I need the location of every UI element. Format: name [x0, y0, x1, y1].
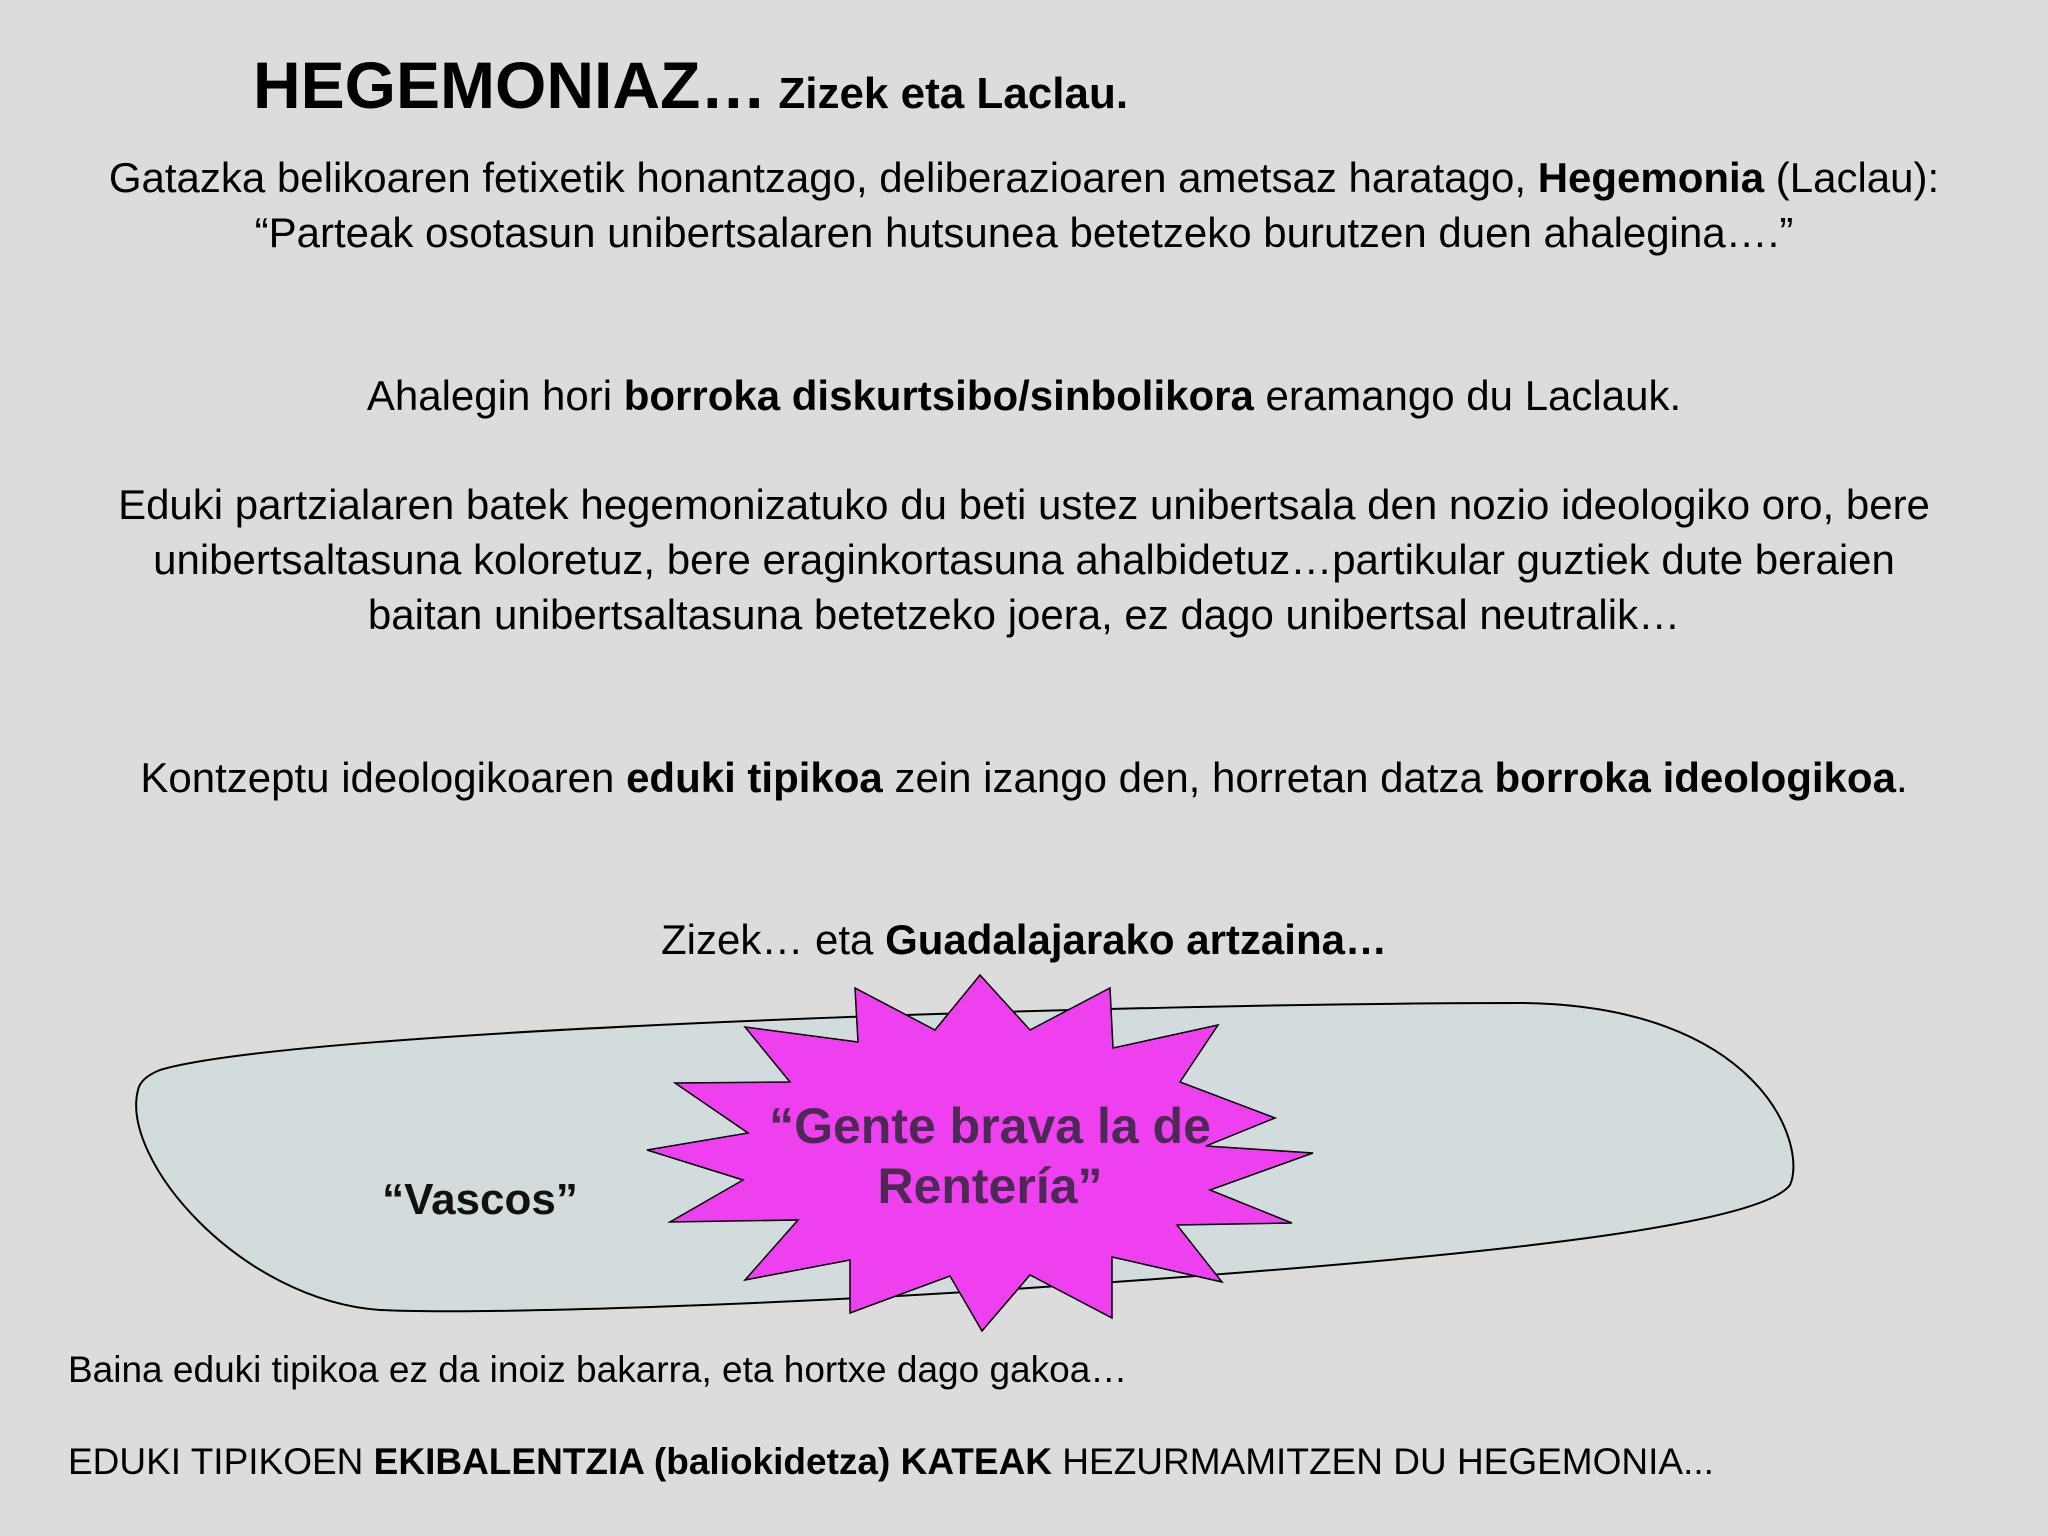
p4-bold-borroka-ideologikoa: borroka ideologikoa [1494, 754, 1896, 801]
p1-bold-hegemonia: Hegemonia [1537, 154, 1765, 201]
footer-line-ekibalentzia [68, 1440, 1714, 1484]
p2-bold-borroka: borroka diskurtsibo/sinbolikora [623, 372, 1254, 419]
paragraph-eduki-partziala: Eduki partzialaren batek hegemonizatuko du beti ustez unibertsala den nozio ideologiko oro, bere unibertsaltasuna koloretuz, bere eraginkortasuna ahalbidetuz…partikular guztiek dute beraien baitan unibertsaltasuna betetzeko joera, ez dago unibertsal neutralik… [118, 481, 1930, 638]
p1-text-before: Gatazka belikoaren fetixetik honantzago, deliberazioaren ametsaz haratago, [108, 154, 1538, 201]
p5-bold-guadalajara: Guadalajarako artzaina… [885, 916, 1387, 963]
p4-text-middle: zein izango den, horretan datza [882, 754, 1495, 801]
title-main: HEGEMONIAZ… [253, 48, 767, 122]
p2-text-after: eramango du Laclauk. [1253, 372, 1682, 419]
title-subtitle: Zizek eta Laclau. [778, 69, 1129, 118]
f2-text-after: HEZURMAMITZEN DU HEGEMONIA... [1052, 1441, 1714, 1482]
p4-text-before: Kontzeptu ideologikoaren [140, 754, 627, 801]
gente-brava-label: “Gente brava la de Rentería” [769, 1098, 1211, 1214]
p4-bold-eduki-tipikoa: eduki tipikoa [626, 754, 883, 801]
vascos-label: “Vascos” [382, 1175, 578, 1224]
f2-text-before: EDUKI TIPIKOEN [68, 1441, 374, 1482]
f2-bold-kateak: EKIBALENTZIA (baliokidetza) KATEAK [373, 1441, 1053, 1482]
footer-line-gakoa: Baina eduki tipikoa ez da inoiz bakarra, eta hortxe dago gakoa… [68, 1349, 1128, 1390]
p5-text-before: Zizek… eta [661, 916, 886, 963]
p2-text-before: Ahalegin hori [366, 372, 624, 419]
p1-text-after: (Laclau): “Parteak osotasun unibertsalaren hutsunea betetzeko burutzen duen ahalegina….” [254, 154, 1940, 256]
p4-text-after: . [1895, 754, 1908, 801]
